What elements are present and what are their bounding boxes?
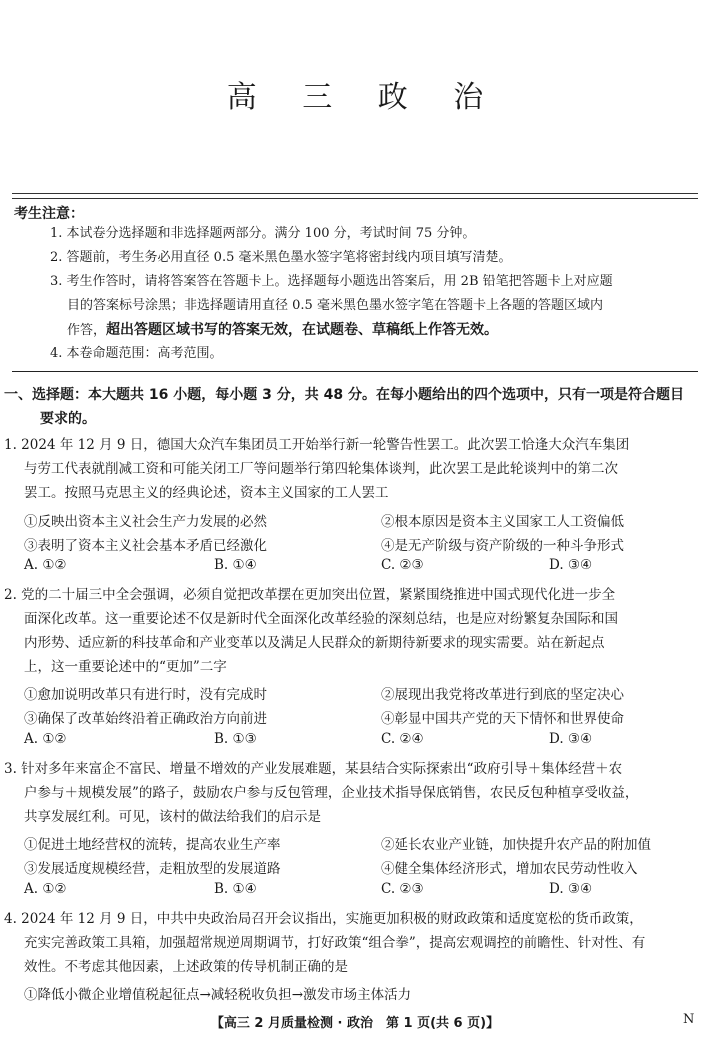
question-3-option-1: ①促进土地经营权的流转，提高农业生产率: [24, 837, 281, 853]
question-3-option-3: ③发展适度规模经营，走粗放型的发展道路: [24, 861, 281, 877]
question-1-choice-c: C. ②③: [381, 557, 424, 573]
question-3-choice-d: D. ③④: [549, 881, 593, 897]
question-3-choice-c: C. ②③: [381, 881, 424, 897]
question-1-option-4: ④是无产阶级与资产阶级的一种斗争形式: [381, 538, 624, 554]
notice-divider: [12, 371, 698, 372]
question-3-choice-b: B. ①④: [214, 881, 257, 897]
question-1-choice-b: B. ①④: [214, 557, 257, 573]
question-2-choice-d: D. ③④: [549, 731, 593, 747]
notice-item-1: 1. 本试卷分选择题和非选择题两部分。满分 100 分，考试时间 75 分钟。: [50, 226, 476, 241]
section-heading: [4, 383, 698, 431]
question-3-line-2: 户参与＋规模发展”的路子，鼓励农户参与反包管理，企业技术指导保底销售，农民反包种植享受收益，: [24, 785, 639, 801]
question-3-choice-a: A. ①②: [24, 881, 67, 897]
question-1-option-3: ③表明了资本主义社会基本矛盾已经激化: [24, 538, 267, 554]
question-4: [4, 907, 702, 979]
question-2-line-3: 内形势、适应新的科技革命和产业变革以及满足人民群众的新期待新要求的现实需要。站在新起点: [24, 635, 605, 651]
question-2-choice-c: C. ②④: [381, 731, 424, 747]
notice-item-3-emphasis: 超出答题区域书写的答案无效，在试题卷、草稿纸上作答无效。: [106, 322, 499, 338]
footer-mark: N: [683, 1012, 695, 1027]
question-3-option-4: ④健全集体经济形式，增加农民劳动性收入: [381, 861, 638, 877]
question-4-line-2: 充实完善政策工具箱，加强超常规逆周期调节，打好政策“组合拳”，提高宏观调控的前瞻性、针对性、有: [24, 935, 646, 951]
question-4-line-3: 效性。不考虑其他因素，上述政策的传导机制正确的是: [24, 959, 348, 975]
notice-item-3-prefix: 作答，: [67, 323, 107, 338]
header-divider-bottom: [12, 198, 698, 199]
question-1-line-2: 与劳工代表就削减工资和可能关闭工厂等问题举行第四轮集体谈判，此次罢工是此轮谈判中的第二次: [24, 461, 618, 477]
question-1-line-3: 罢工。按照马克思主义的经典论述，资本主义国家的工人罢工: [24, 485, 389, 501]
notice-heading: 考生注意：: [14, 206, 84, 222]
question-3-line-3: 共享发展红利。可见，该村的做法给我们的启示是: [24, 809, 321, 825]
question-2: [4, 583, 702, 679]
question-4-line-1: 4. 2024 年 12 月 9 日，中共中央政治局召开会议指出，实施更加积极的财政政策和适度宽松的货币政策，: [4, 911, 643, 927]
notice-item-2: 2. 答题前，考生务必用直径 0.5 毫米黑色墨水签字笔将密封线内项目填写清楚。: [50, 250, 512, 265]
question-2-option-3: ③确保了改革始终沿着正确政治方向前进: [24, 711, 267, 727]
question-1-line-1: 1. 2024 年 12 月 9 日，德国大众汽车集团员工开始举行新一轮警告性罢工。此次罢工恰逢大众汽车集团: [4, 437, 630, 453]
notice-item-3-line-3: [67, 318, 698, 343]
page-footer: 【高三 2 月质量检测 · 政治 第 1 页(共 6 页)】: [210, 1016, 500, 1031]
section-heading-line-1: 一、选择题：本大题共 16 小题，每小题 3 分，共 48 分。在每小题给出的四个选项中，只有一项是符合题目: [4, 387, 684, 403]
section-heading-line-2: 要求的。: [40, 411, 96, 427]
question-2-choice-b: B. ①③: [214, 731, 257, 747]
notice-item-3-line-2: 目的答案标号涂黑；非选择题请用直径 0.5 毫米黑色墨水签字笔在答题卡上各题的答题区域内: [67, 298, 603, 313]
question-1: [4, 433, 702, 505]
question-2-line-4: 上，这一重要论述中的“更加”二字: [24, 659, 227, 675]
question-2-option-4: ④彰显中国共产党的天下情怀和世界使命: [381, 711, 624, 727]
question-3-line-1: 3. 针对多年来富企不富民、增量不增效的产业发展难题，某县结合实际探索出“政府引导＋集体经营＋农: [4, 761, 623, 777]
notice-item-3-line-1: 3. 考生作答时，请将答案答在答题卡上。选择题每小题选出答案后，用 2B 铅笔把答题卡上对应题: [50, 274, 613, 289]
notice-item-4: 4. 本卷命题范围：高考范围。: [50, 346, 223, 361]
question-3: [4, 757, 702, 829]
question-1-option-1: ①反映出资本主义社会生产力发展的必然: [24, 514, 267, 530]
question-2-line-2: 面深化改革。这一重要论述不仅是新时代全面深化改革经验的深刻总结，也是应对纷繁复杂国际和国: [24, 611, 618, 627]
question-2-choice-a: A. ①②: [24, 731, 67, 747]
question-4-option-1: ①降低小微企业增值税起征点→减轻税收负担→激发市场主体活力: [24, 987, 412, 1003]
question-1-option-2: ②根本原因是资本主义国家工人工资偏低: [381, 514, 624, 530]
question-2-option-2: ②展现出我党将改革进行到底的坚定决心: [381, 687, 624, 703]
question-1-choice-a: A. ①②: [24, 557, 67, 573]
question-2-option-1: ①愈加说明改革只有进行时，没有完成时: [24, 687, 267, 703]
page-title: 高 三 政 治: [226, 80, 502, 115]
question-1-choice-d: D. ③④: [549, 557, 593, 573]
question-3-option-2: ②延长农业产业链，加快提升农产品的附加值: [381, 837, 651, 853]
header-divider-top: [12, 193, 698, 194]
question-2-line-1: 2. 党的二十届三中全会强调，必须自觉把改革摆在更加突出位置，紧紧围绕推进中国式现代化进一步全: [4, 587, 616, 603]
